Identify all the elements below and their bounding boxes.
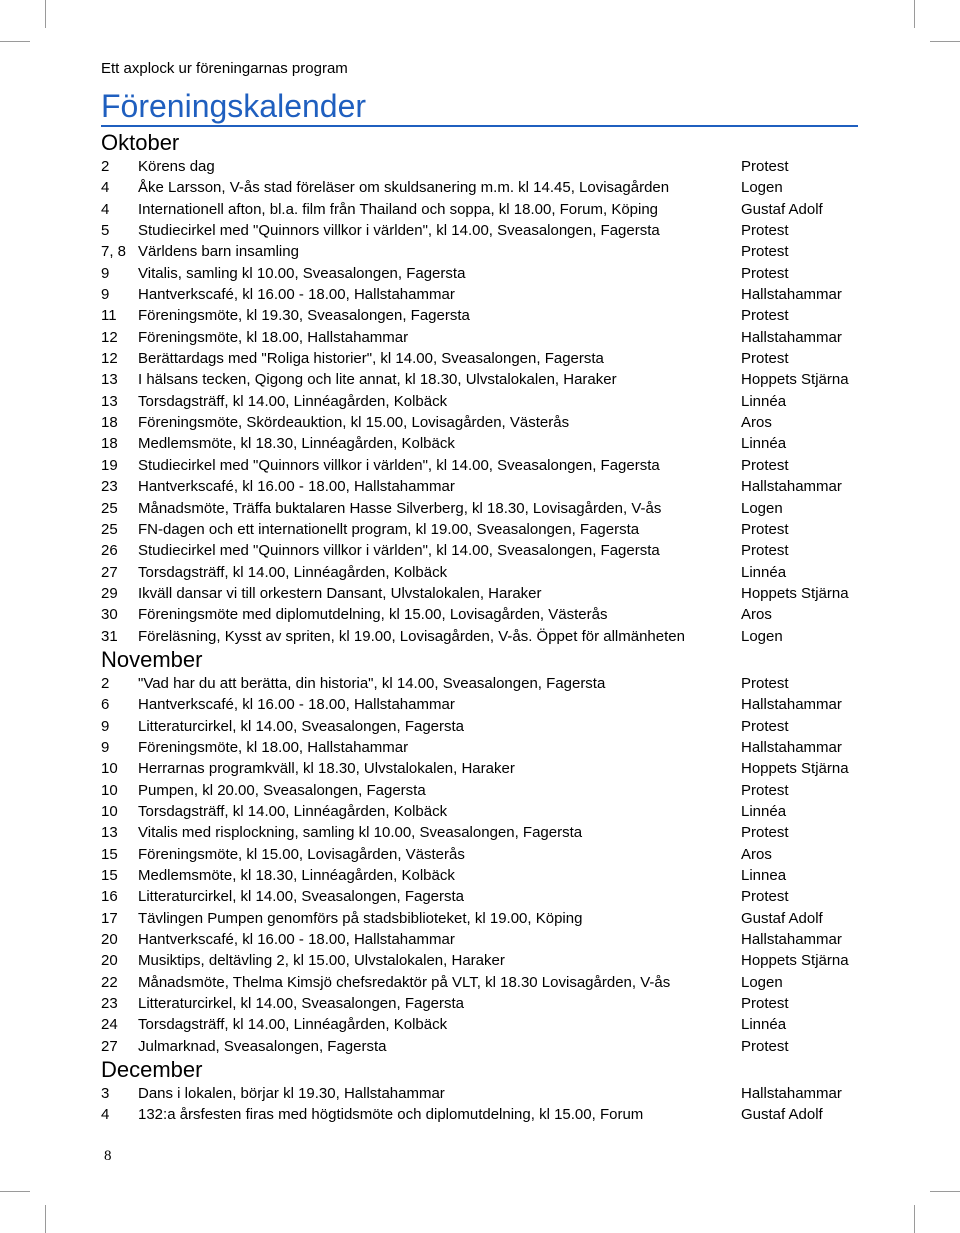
event-row	[101, 583, 861, 604]
event-row	[101, 716, 861, 737]
event-organizer: Aros	[741, 845, 772, 863]
event-description: Musiktips, deltävling 2, kl 15.00, Ulvstalokalen, Haraker	[138, 952, 505, 970]
event-organizer: Hallstahammar	[741, 1085, 842, 1103]
event-organizer: Hallstahammar	[741, 286, 842, 304]
event-day: 15	[101, 867, 118, 884]
event-row	[101, 498, 861, 519]
event-row	[101, 993, 861, 1014]
event-day: 9	[101, 717, 110, 735]
event-day: 24	[101, 1016, 118, 1034]
page-title: Föreningskalender	[101, 88, 367, 124]
event-description: Litteraturcirkel, kl 14.00, Sveasalongen, Fagersta	[138, 888, 465, 906]
crop-mark	[0, 1191, 30, 1192]
event-row	[101, 1036, 861, 1057]
event-day: 18	[101, 414, 118, 432]
event-day: 9	[101, 286, 110, 304]
event-row	[101, 1014, 861, 1035]
crop-mark	[914, 1205, 915, 1233]
crop-mark	[914, 0, 915, 28]
event-day: 6	[101, 696, 110, 714]
event-row	[101, 391, 861, 412]
event-day: 13	[101, 392, 118, 410]
event-organizer: Protest	[741, 520, 789, 538]
event-row	[101, 737, 861, 758]
event-row	[101, 844, 861, 865]
event-row	[101, 348, 861, 369]
event-description: Hantverkscafé, kl 16.00 - 18.00, Hallstahammar	[138, 478, 455, 496]
event-organizer: Protest	[741, 542, 789, 560]
event-day: 7, 8	[101, 243, 127, 261]
event-description: Internationell afton, bl.a. film från Thailand och soppa, kl 18.00, Forum, Köping	[138, 200, 659, 218]
event-organizer: Hallstahammar	[741, 696, 842, 714]
event-day: 16	[101, 888, 118, 906]
event-organizer: Hallstahammar	[741, 738, 842, 756]
event-day: 31	[101, 627, 118, 645]
event-day: 20	[101, 952, 118, 970]
event-row	[101, 305, 861, 326]
event-day: 9	[101, 738, 110, 756]
event-description: Litteraturcirkel, kl 14.00, Sveasalongen, Fagersta	[138, 717, 465, 735]
event-row	[101, 822, 861, 843]
event-description: Hantverkscafé, kl 16.00 - 18.00, Hallstahammar	[138, 286, 455, 304]
event-row	[101, 412, 861, 433]
event-description: Torsdagsträff, kl 14.00, Linnéagården, Kolbäck	[138, 802, 448, 820]
crop-mark	[0, 41, 30, 42]
month-heading: December	[101, 1057, 203, 1083]
event-day: 13	[101, 824, 118, 842]
event-row	[101, 972, 861, 993]
event-description: Vitalis med risplockning, samling kl 10.00, Sveasalongen, Fagersta	[138, 824, 583, 842]
event-row	[101, 929, 861, 950]
event-day: 19	[101, 456, 118, 474]
event-row	[101, 263, 861, 284]
event-row	[101, 1104, 861, 1125]
event-row	[101, 241, 861, 262]
event-day: 2	[101, 674, 110, 692]
event-organizer: Protest	[741, 158, 789, 175]
title-underline	[101, 125, 858, 127]
event-description: Föreningsmöte, kl 19.30, Sveasalongen, Fagersta	[138, 307, 470, 325]
event-row	[101, 220, 861, 241]
event-organizer: Logen	[741, 499, 783, 517]
event-row	[101, 433, 861, 454]
month-section	[101, 647, 861, 1057]
event-description: FN-dagen och ett internationellt program, kl 19.00, Sveasalongen, Fagersta	[138, 520, 640, 538]
event-organizer: Protest	[741, 243, 789, 261]
event-row	[101, 780, 861, 801]
event-description: Vitalis, samling kl 10.00, Sveasalongen, Fagersta	[138, 264, 466, 282]
event-row	[101, 626, 861, 647]
event-organizer: Protest	[741, 995, 789, 1013]
event-day: 4	[101, 179, 110, 197]
event-row	[101, 801, 861, 822]
event-day: 18	[101, 435, 118, 453]
event-organizer: Hallstahammar	[741, 328, 842, 346]
event-row	[101, 156, 861, 177]
event-description: Åke Larsson, V-ås stad föreläser om skuldsanering m.m. kl 14.45, Lovisagården	[138, 179, 670, 197]
event-organizer: Logen	[741, 973, 783, 991]
event-description: Medlemsmöte, kl 18.30, Linnéagården, Kolbäck	[138, 435, 455, 453]
event-day: 10	[101, 760, 118, 778]
event-row	[101, 886, 861, 907]
event-row	[101, 455, 861, 476]
event-description: "Vad har du att berätta, din historia", kl 14.00, Sveasalongen, Fagersta	[138, 674, 606, 692]
event-organizer: Aros	[741, 606, 772, 624]
event-description: Föreningsmöte, Skördeauktion, kl 15.00, Lovisagården, Västerås	[138, 414, 570, 432]
event-row	[101, 284, 861, 305]
event-row	[101, 199, 861, 220]
event-organizer: Logen	[741, 627, 783, 645]
event-description: I hälsans tecken, Qigong och lite annat, kl 18.30, Ulvstalokalen, Haraker	[138, 371, 617, 389]
month-section	[101, 1057, 861, 1126]
event-row	[101, 950, 861, 971]
event-description: Föreningsmöte, kl 15.00, Lovisagården, Västerås	[138, 845, 465, 863]
event-description: Studiecirkel med "Quinnors villkor i världen", kl 14.00, Sveasalongen, Fagersta	[138, 222, 660, 240]
event-organizer: Linnéa	[741, 563, 787, 581]
crop-mark	[930, 1191, 960, 1192]
event-day: 17	[101, 909, 118, 927]
event-day: 27	[101, 563, 118, 581]
event-organizer: Protest	[741, 350, 789, 368]
event-description: Studiecirkel med "Quinnors villkor i världen", kl 14.00, Sveasalongen, Fagersta	[138, 456, 660, 474]
event-day: 10	[101, 781, 118, 799]
month-section	[101, 130, 861, 647]
event-description: Körens dag	[138, 158, 215, 175]
event-row	[101, 369, 861, 390]
event-organizer: Protest	[741, 307, 789, 325]
event-day: 23	[101, 995, 118, 1013]
event-description: Ikväll dansar vi till orkestern Dansant, Ulvstalokalen, Haraker	[138, 584, 542, 602]
event-organizer: Logen	[741, 179, 783, 197]
event-description: Berättardags med "Roliga historier", kl 14.00, Sveasalongen, Fagersta	[138, 350, 604, 368]
event-day: 3	[101, 1085, 110, 1103]
event-organizer: Hoppets Stjärna	[741, 584, 849, 602]
event-organizer: Linnéa	[741, 392, 787, 410]
event-description: Föreningsmöte, kl 18.00, Hallstahammar	[138, 738, 409, 756]
event-row	[101, 1083, 861, 1104]
event-day: 4	[101, 200, 110, 218]
event-organizer: Protest	[741, 888, 789, 906]
event-description: Herrarnas programkväll, kl 18.30, Ulvstalokalen, Haraker	[138, 760, 515, 778]
event-day: 12	[101, 328, 118, 346]
event-description: Månadsmöte, Thelma Kimsjö chefsredaktör på VLT, kl 18.30 Lovisagården, V-ås	[138, 973, 671, 991]
page-number: 8	[104, 1148, 112, 1164]
event-row	[101, 519, 861, 540]
event-day: 30	[101, 606, 118, 624]
event-day: 13	[101, 371, 118, 389]
event-description: Tävlingen Pumpen genomförs på stadsbiblioteket, kl 19.00, Köping	[138, 909, 583, 927]
event-description: Föreningsmöte med diplomutdelning, kl 15.00, Lovisagården, Västerås	[138, 606, 608, 624]
event-day: 25	[101, 499, 118, 517]
event-organizer: Hoppets Stjärna	[741, 371, 849, 389]
month-heading: November	[101, 646, 203, 672]
event-description: Månadsmöte, Träffa buktalaren Hasse Silverberg, kl 18.30, Lovisagården, V-ås	[138, 499, 662, 517]
event-day: 26	[101, 542, 118, 560]
event-description: Pumpen, kl 20.00, Sveasalongen, Fagersta	[138, 781, 426, 799]
crop-mark	[930, 41, 960, 42]
event-row	[101, 476, 861, 497]
event-organizer: Protest	[741, 456, 789, 474]
event-day: 9	[101, 264, 110, 282]
event-description: Hantverkscafé, kl 16.00 - 18.00, Hallstahammar	[138, 931, 455, 949]
event-day: 29	[101, 584, 118, 602]
event-row	[101, 908, 861, 929]
event-description: 132:a årsfesten firas med högtidsmöte och diplomutdelning, kl 15.00, Forum	[138, 1106, 644, 1124]
crop-mark	[45, 0, 46, 28]
event-organizer: Linnéa	[741, 435, 787, 453]
event-organizer: Hoppets Stjärna	[741, 760, 849, 778]
event-organizer: Protest	[741, 717, 789, 735]
event-organizer: Linnea	[741, 867, 787, 884]
event-row	[101, 604, 861, 625]
month-heading: Oktober	[101, 130, 180, 155]
event-description: Studiecirkel med "Quinnors villkor i världen", kl 14.00, Sveasalongen, Fagersta	[138, 542, 660, 560]
event-description: Dans i lokalen, börjar kl 19.30, Hallstahammar	[138, 1085, 445, 1103]
crop-mark	[45, 1205, 46, 1233]
event-organizer: Hoppets Stjärna	[741, 952, 849, 970]
event-organizer: Gustaf Adolf	[741, 1106, 823, 1124]
event-day: 4	[101, 1106, 110, 1124]
event-day: 25	[101, 520, 118, 538]
calendar	[101, 130, 861, 1126]
event-organizer: Protest	[741, 824, 789, 842]
event-day: 15	[101, 845, 118, 863]
event-day: 23	[101, 478, 118, 496]
event-day: 12	[101, 350, 118, 368]
event-row	[101, 562, 861, 583]
event-organizer: Protest	[741, 781, 789, 799]
event-description: Föreläsning, Kysst av spriten, kl 19.00, Lovisagården, V-ås. Öppet för allmänheten	[138, 627, 685, 645]
event-organizer: Protest	[741, 222, 789, 240]
event-row	[101, 758, 861, 779]
event-description: Torsdagsträff, kl 14.00, Linnéagården, Kolbäck	[138, 392, 448, 410]
event-organizer: Protest	[741, 264, 789, 282]
event-organizer: Protest	[741, 674, 789, 692]
event-day: 27	[101, 1037, 118, 1055]
event-description: Torsdagsträff, kl 14.00, Linnéagården, Kolbäck	[138, 563, 448, 581]
event-description: Litteraturcirkel, kl 14.00, Sveasalongen, Fagersta	[138, 995, 465, 1013]
event-row	[101, 673, 861, 694]
event-organizer: Aros	[741, 414, 772, 432]
event-organizer: Gustaf Adolf	[741, 909, 823, 927]
event-description: Föreningsmöte, kl 18.00, Hallstahammar	[138, 328, 409, 346]
event-row	[101, 177, 861, 198]
event-description: Torsdagsträff, kl 14.00, Linnéagården, Kolbäck	[138, 1016, 448, 1034]
event-description: Världens barn insamling	[138, 243, 299, 261]
event-organizer: Linnéa	[741, 1016, 787, 1034]
event-day: 11	[101, 307, 117, 325]
event-organizer: Hallstahammar	[741, 478, 842, 496]
event-description: Hantverkscafé, kl 16.00 - 18.00, Hallstahammar	[138, 696, 455, 714]
event-row	[101, 540, 861, 561]
event-day: 20	[101, 931, 118, 949]
event-row	[101, 327, 861, 348]
event-day: 22	[101, 973, 118, 991]
event-day: 10	[101, 802, 118, 820]
event-row	[101, 694, 861, 715]
event-organizer: Hallstahammar	[741, 931, 842, 949]
event-organizer: Linnéa	[741, 802, 787, 820]
event-row	[101, 865, 861, 886]
event-description: Medlemsmöte, kl 18.30, Linnéagården, Kolbäck	[138, 867, 455, 884]
event-organizer: Protest	[741, 1037, 789, 1055]
event-day: 2	[101, 158, 110, 175]
event-day: 5	[101, 222, 110, 240]
event-organizer: Gustaf Adolf	[741, 200, 823, 218]
intro-text: Ett axplock ur föreningarnas program	[101, 60, 348, 77]
event-description: Julmarknad, Sveasalongen, Fagersta	[138, 1037, 387, 1055]
